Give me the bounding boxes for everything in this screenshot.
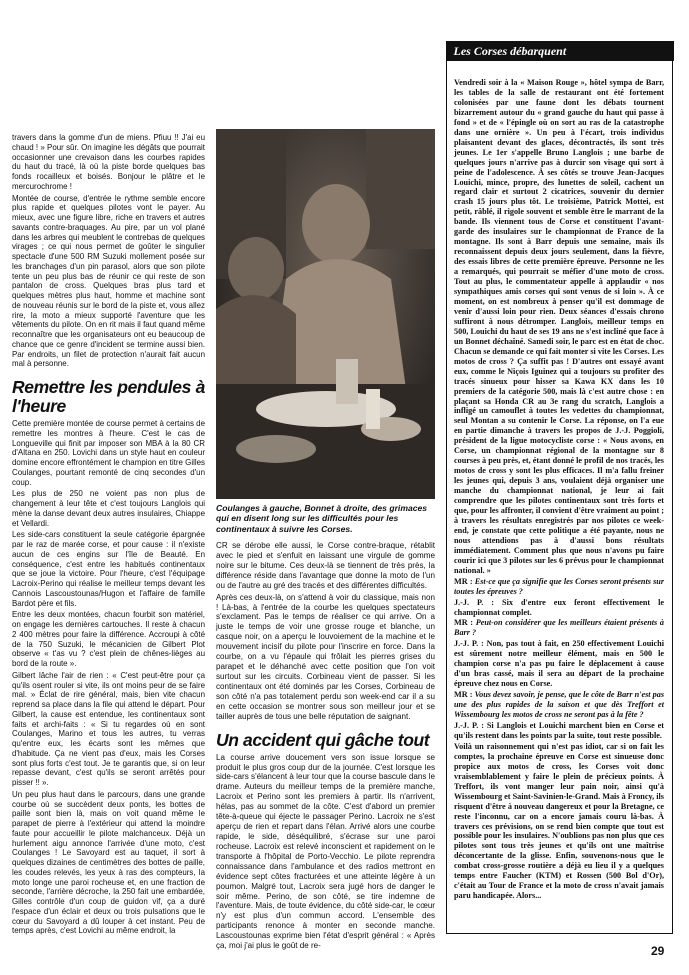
interview-text: Vous devez savoir, je pense, que le côte de Barr n'est pas une des plus rapides de la saison et que dès Treffort et Wissembourg les motos de cross ne seront pas à la fête ? [454,690,665,720]
interview-speaker: MR : [454,618,474,628]
interview-line [454,690,664,720]
article-paragraph: Les side-cars constituent la seule catégorie épargnée par le raz de marée corse, et pour cause : il n'existe aucun de ces engins sur l'île de Beauté. En conséquence, c'est entre les habitués continentaux que se joue la victoire. Pour l'heure, c'est l'équipage Lacroix-Perino qui réalise le meilleur temps devant les Cannois Lascoustounas/Hugon et l'affaire de famille Bardot père et fils. [12,530,205,608]
interview-text: Six d'entre eux feront effectivement le championnat complet. [454,597,665,617]
article-paragraph: Un peu plus haut dans le parcours, dans une grande courbe où se succèdent deux ponts, les bottes de paille sont bien là, mais on voit quand même le parapet de pierre à l'extérieur qui attend la moindre faute pour accueillir le pilote malchanceux. Déjà un hurlement aigu annonce l'arrivée d'une moto, c'est Coulanges ! Le Savoyard est au taquet, il sort à quelques dizaines de centimètres des bottes de paille, les coudes relevés, les yeux à ras des compteurs, la moto longe une paroi rocheuse et, en une fraction de seconde, l'arrière décroche, la 250 fait une embardée, Gilles contrôle d'un coup de guidon vif, ça a duré l'espace d'un éclair et deux ou trois pulsations que le cœur du Savoyard a dû louper à cet instant. Peu de temps après, c'est Lovichi au même endroit, la [12,789,205,936]
riders-photo [216,129,435,499]
article-paragraph: Gilbert lâche l'air de rien : « C'est peut-être pour ça qu'ils osent rouler si vite, ils ont moins peur de se faire mal. » Éclat de rire général, mais, bien vite chacun reprend sa place dans la file qui attend le départ. Pour Gilbert, la cause est entendue, les continentaux sont faits et archi-faits : « Si tu regardes où en sont Coulanges, Marino et tous les autres, tu verras qu'entre eux, les écarts sont les mêmes que d'habitude. Ça ne vient pas d'eux, mais les Corses sont plus forts c'est tout. Je te garantis que, si on leur repasse devant, c'est qu'ils se seront arrêtés pour pisser !! ». [12,670,205,787]
sidebar-box-title: Les Corses débarquent [446,41,674,61]
sidebar-box [446,41,673,934]
interview-text: Peut-on considérer que les meilleurs étaient présents à Barr ? [454,618,664,638]
interview-speaker: J.-J. P. : [454,721,484,730]
photo-caption: Coulanges à gauche, Bonnet à droite, des grimaces qui en disent long sur les difficultés pour les continentaux à suivre les Corses. [216,503,428,534]
section-heading-pendules: Remettre les pendules à l'heure [12,377,205,416]
interview-speaker: J.-J. P. : [454,597,495,607]
interview-speaker: J.-J. P. : [454,639,484,649]
article-paragraph: Les plus de 250 ne voient pas non plus de changement à leur tête et c'est toujours Langlois qui mène la danse devant deux autres insulaires, Chiappe et Vellardi. [12,489,205,528]
article-paragraph: Entre les deux montées, chacun fourbit son matériel, on engage les dernières cartouches. Il reste à chacun 2 400 mètres pour faire la différence. Accroupi à côté de la 750 Suzuki, le mécanicien de Gilbert Plot observe « t'as vu ? c'est plein de chênes-lièges au bord de la route ». [12,610,205,668]
article-paragraph: Montée de course, d'entrée le rythme semble encore plus rapide et quelques pilotes vont le payer. Au mieux, avec une figure libre, riche en travers et autres savants contre-braquages. Au pire, par un vol plané dans les arbres qui meublent le contrebas de quelques virages ; ce qui nous permet de goûter le singulier spectacle d'une 500 RM Suzuki mollement posée sur les branchages d'un pin parasol, alors que son pilote tente un peu plus bas de réunir ce qui reste de son pantalon de cross. Quelques bras plus tard et quelques mètres plus haut, homme et machine sont de nouveau réunis sur le bord de la piste et, vous allez rire, la moto a mieux supporté l'aventure que les vêtements du pilote. On en rit mais il faut quand même reconnaître que les organisateurs ont eu beaucoup de chance que ce genre d'incident se termine aussi bien. Par endroits, un filet de protection n'aurait fait aucun mal à personne. [12,193,205,369]
interview-text: Non, pas tout à fait, en 250 effectivement Louichi est sûrement notre meilleur élément, mais en 500 le champion corse n'a pas pu faire le déplacement à cause d'un bras cassé, mais il sera au départ de la prochaine épreuve chez nous en Corse. [454,639,665,689]
article-paragraph: Après ces deux-là, on s'attend à voir du classique, mais non ! Là-bas, à l'entrée de la courbe les quelques spectateurs s'exclament. Pas le temps de réaliser ce qui arrive. On a juste le temps de voir une grosse rouge et blanche, un casque noir, on a aperçu le louvoiement de la machine et le mouvement incisif du pilote pour l'inscrire en force. Dans la courbe, on a vu l'épaule qui frôlait les pierres grises du parapet et le déhanché avec cette position que l'on voit surtout sur les circuits. Corbineau vient de passer. Si les continentaux ont été dominés par les Corses, Corbineau de son côté n'a pas totalement perdu son week-end car il a su en cette occasion se montrer sous son meilleur jour et se tailler auprès de tous une belle réputation de saignant. [216,592,435,721]
article-paragraph: travers dans la gomme d'un de miens. Pfiuu !! J'ai eu chaud ! » Pour sûr. On imagine les dégâts que pourrait occasionner une crevaison dans les courbes rapides du haut du tracé, là où la piste borde quelques bas fonds rocailleux et boisés. Bonjour le plâtre et le mercurochrome ! [12,133,205,191]
section-heading-accident: Un accident qui gâche tout [216,729,430,750]
interview-line [454,618,664,638]
interview-text: Si Langlois et Louichi marchent bien en Corse et qu'ils restent dans les points par la suite, tout reste possible. [454,721,665,740]
interview-speaker: MR : [454,576,473,586]
interview-line [454,721,664,741]
sidebar-paragraph: Vendredi soir à la « Maison Rouge », hôtel sympa de Barr, les tables de la salle de restaurant ont été fortement colonisées par une faune dont les débats tournent bizarrement autour du « grand gauche du haut qui passe à fond » et de « l'épingle où on sort au ras de la catastrophe dans une ornière ». Un peu à l'écart, trois individus plaisantent devant des glaces, décontractés, ils sont très jeunes. Le 1er s'appelle Bruno Langlois ; une barbe de quelques jours n'arrive pas à durcir son visage qui sort à peine de l'adolescence. À ses côtés se trouve Jean-Jacques Louichi, mince, propre, des lunettes de soleil, cachent un regard clair et surtout 2 cicatrices, souvenir du dernier crash 15 jours plus tôt. Le troisième, Patrick Mottei, est petit, râblé, il rigole souvent et semble être le marrant de la bande. Ils viennent tous de Corse et constituent l'avant-garde des insulaires sur le championnat de France de la montagne. Ils sont à Barr depuis une semaine, mais ils reconnaissent depuis deux jours seulement, dans la fièvre, des essais libres de cette première épreuve. Personne ne les a remarqués, qui pourrait se méfier d'une moto de cross. Tout au plus, le commentateur appelle à applaudir « nos sympathiques amis corses qui sont venus de si loin ». À ce moment, on est nombreux à penser qu'il est dommage de venir d'aussi loin pour rien. Deux séances d'essais chrono suffiront à nous détromper. Langlois, meilleur temps en 500, Louichi du haut de ses 19 ans ne s'est incliné que face à un Bonnet déchaîné. Samedi soir, le parc est en état de choc. Chacun se demande ce qui fait monter si vite les Corses. Les motos de cross ? Ça suffit pas ! D'autres ont essayé avant eux, comme le Niçois Iguinez qui a toujours su profiter des tracés sinueux pour hisser sa Kawa KX dans les 10 premiers de la catégorie 500, mais là c'est autre chose : en plaçant sa Honda CR au 3e rang du scratch, Langlois a infligé un camouflet à toutes les vedettes du championnat, seul Montan a su contenir le Corse. La réponse, on l'a eue en partie dimanche à travers les propos de J.-J. Poggioli, président de la ligue motocycliste corse : « Nous avons, en Corse, un championnat régional de la montagne sur 8 courses à peu près, et, étant donné le profil de nos tracés, les motos de cross y sont les plus efficaces. Il m'a fallu freiner les jeunes qui, depuis 3 ans, voulaient déjà organiser une manche du championnat national, je leur ai fait comprendre que les pilotes continentaux sont très forts et que, pour les affronter, il convient d'être vraiment au point ; à travers les résultats enregistrés par nos pilotes ce week-end, je constate que cette politique a été payante, nous ne nous attendions pas à d'aussi bons résultats immédiatement. Comment plus que nous n'avons pu faire courir ici que 3 pilotes sur les 6 prévus pour le championnat national. » [454,78,664,575]
article-paragraph: La course arrive doucement vers son issue lorsque se produit le plus gros coup dur de la journée. C'est lorsque les side-cars s'élancent à leur tour que la course bascule dans le drame. Auteurs du meilleur temps de la première manche, Lacroix et Perino sont les premiers à partir. Ils n'arrivent, hélas, pas au sommet de la côte. C'est d'abord un premier tête-à-queue qui éjecte le passager Perino. Lacroix ne s'est aperçu de rien et repart dans l'élan. Arrivé alors une courbe rapide, le side, déséquilibré, s'écrase sur une paroi rocheuse. Lacroix est relevé inconscient et rapidement on le transporte à l'hôpital de Porto-Vecchio. Le pilote reprendra connaissance dans l'ambulance et des radios mettront en évidence sept côtes fracturées et une atteinte légère à un poumon. Malgré tout, Lacroix sera jugé hors de danger le soir même. Perino, de son côté, se tire indemne de l'aventure. Mais, de toute évidence, du côté side-car, le cœur n'y est plus d'un commun accord. L'ensemble des participants renonce à monter en seconde manche. Lascoustounas exprime bien l'état d'esprit général : « Après ça, moi j'ai plus le goût de re- [216,752,435,951]
interview-line [454,639,664,689]
article-column-middle [216,541,435,953]
article-column-left [12,133,205,938]
sidebar-box-body [454,78,664,902]
interview-speaker: MR : [454,690,473,700]
page-number: 29 [651,944,665,958]
interview-text: Est-ce que ça signifie que les Corses seront présents sur toutes les épreuves ? [454,576,665,596]
interview-line [454,598,664,618]
sidebar-paragraph: Voilà un raisonnement qui n'est pas idiot, car si on fait les comptes, la prochaine épreuve en Corse est sinueuse donc propice aux motos de cross, les Corses voit donc vraisemblablement y faire le plein de précieux points. À Treffort, ils vont manger leur pain noir, ainsi qu'à Wissembourg et Saint-Savinien-le-Grand. Mais à Froncy, ils risquent d'être à nouveau dangereux et pour la Bretagne, ce reste l'inconnu, car on a encore jamais couru là-bas. À travers ces prévisions, on se rend bien compte que tout est possible pour les insulaires. N'oublions pas non plus que ces pilotes sont tous très jeunes et qu'ils ont une maîtrise déconcertante de la glisse. Enfin, souvenons-nous que le combat cross-grosse routière a déjà eu lieu il y a quelques temps entre Faucher (KTM) et Rossen (500 Bol d'Or), c'était au Tour de France et la moto de cross n'avait jamais paru handicapée. Alors... [454,741,664,901]
article-paragraph: Cette première montée de course permet à certains de remettre les montres à l'heure. C'est le cas de Longueville qui finit par imposer son MBA à la 80 CR d'Altana en 250. Lovichi dans un style haut en couleur domine encore effrontément le champion en titre Gilles Coulanges, pourtant remonté de cinq secondes d'un coup. [12,419,205,487]
riders-photo-drawing [216,129,435,499]
interview-line [454,577,664,597]
article-paragraph: CR se dérobe elle aussi, le Corse contre-braque, rétablit avec le pied et s'enfuit en laissant une virgule de gomme noire sur le bitume. Ces deux-là se tiennent de très près, la différence réside dans l'avantage que donne la moto de l'un ou de l'autre au gré des tracés et des différentes difficultés. [216,541,435,590]
